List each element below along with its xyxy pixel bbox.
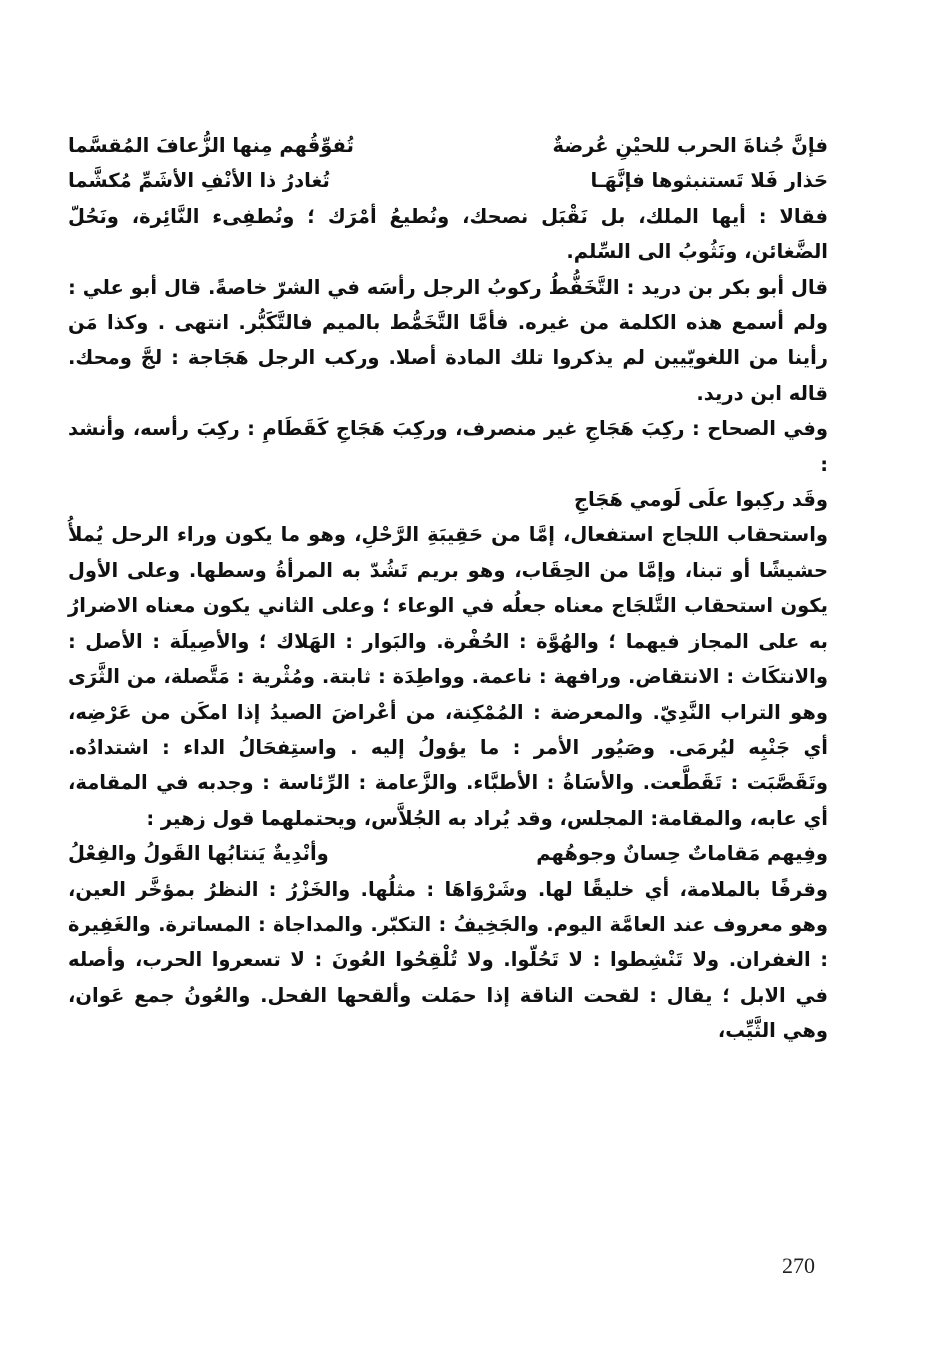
verse-hemistich: حَذار فَلا تَستنبثوها فإنَّهَـا [590, 169, 828, 193]
paragraph: واستحقاب اللجاج استفعال، إمَّا من حَقِيبَةِ الرَّحْلِ، وهو ما يكون وراء الرحل يُملأُ حشيشًا أو تبنا، وإمَّا من الحِقَاب، وهو بريم تَشُدّ به المرأةُ وسطها. وعلى الأول يكون استحقاب التَّلجَاج معناه جعلُه في الوعاء ؛ وعلى الثاني يكون معناه الاضرارُ به على المجاز فيهما ؛ والهُوَّة : الحُفْرة. والبَوار : الهَلاك ؛ والأصِيلَة : الأصل : والانتكَاث : الانتقاض. ورافهة : ناعمة. وواطِدَة : ثابتة. ومُثْرية : مَتَّصلة، من الثَّرَى وهو التراب النَّدِيّ. والمعرضة : المُمْكِنة، من أعْراضَ الصيدُ إذا امكَن من عَرْضِه، أي جَنْبِه ليُرمَى. وصَيُور الأمر : ما يؤولُ إليه . واستِفحَالُ الداء : اشتدادُه. وتَقَصَّبَت : تَقَطَّعت. والأسَاةُ : الأطبَّاء. والزَّعامة : الرِّئاسة : وجدبه في المقامة، أي عابه، والمقامة: المجلس، وقد يُراد به الجُلاَّس، ويحتملهما قول زهير : [68, 523, 828, 830]
paragraph: وقرفًا بالملامة، أي خليقًا لها. وشَرْوَاهَا : مثلُها. والخَزْرُ : النظرُ بمؤخَّر العين، وهو معروف عند العامَّة اليوم. والجَخِيفُ : التكبّر. والمداجاة : المساترة. والغَفِيرة : الغفران. ولا تَنْشِطوا : لا تَحُلّوا. ولا تُلْقِحُوا العُونَ : لا تسعروا الحرب، وأصله في الابل ؛ يقال : لقحت الناقة إذا حمَلت وألقحها الفحل. والعُونُ جمع عَوان، وهي الثَّيِّب، [68, 877, 828, 1043]
verse-hemistich: وأنْدِيةٌ يَنتابُها القَولُ والفِعْلُ [68, 842, 329, 866]
verse-hemistich: تُفوِّقُهم مِنها الزُّعافَ المُقسَّما [68, 134, 354, 157]
verse-line [68, 836, 828, 871]
verse-line [68, 128, 828, 163]
verse-line [68, 163, 828, 198]
page-body [68, 128, 828, 1049]
verse-hemistich: فإنَّ جُناةَ الحرب للحيْنِ عُرضةٌ [552, 134, 828, 157]
verse-hemistich: وفِيهم مَقاماتٌ حِسانٌ وجوهُهم [536, 842, 828, 866]
paragraph: قال أبو بكر بن دريد : التَّخَفُّطُ ركوبُ الرجل رأسَه في الشرّ خاصةً. قال أبو علي : ولم أسمع هذه الكلمة من غيره. فأمَّا التَّخَمُّط بالميم فالتَّكَبُّر. انتهى . وكذا مَن رأينا من اللغويّيين لم يذكروا تلك المادة أصلا. وركب الرجل هَجَاجة : لجَّ ومحك. قاله ابن دريد. [68, 275, 828, 405]
paragraph: فقالا : أيها الملك، بل نَقْبَل نصحك، ونُطيعُ أمْرَك ؛ ونُطفِىء النَّائِرة، ونَحُلّ الضَّغائن، ونَثُوبُ الى السِّلم. [68, 204, 828, 264]
verse-line: وقَد ركِبوا علَى لَومي هَجَاجِ [573, 488, 828, 512]
page-number: 270 [782, 1253, 815, 1278]
verse-hemistich: تُغادرُ ذا الأنْفِ الأشَمِّ مُكشَّما [68, 169, 330, 193]
paragraph: وفي الصحاح : ركِبَ هَجَاجِ غير منصرف، وركِبَ هَجَاجِ كَقَطَامِ : ركِبَ رأسه، وأنشد : [68, 417, 828, 476]
